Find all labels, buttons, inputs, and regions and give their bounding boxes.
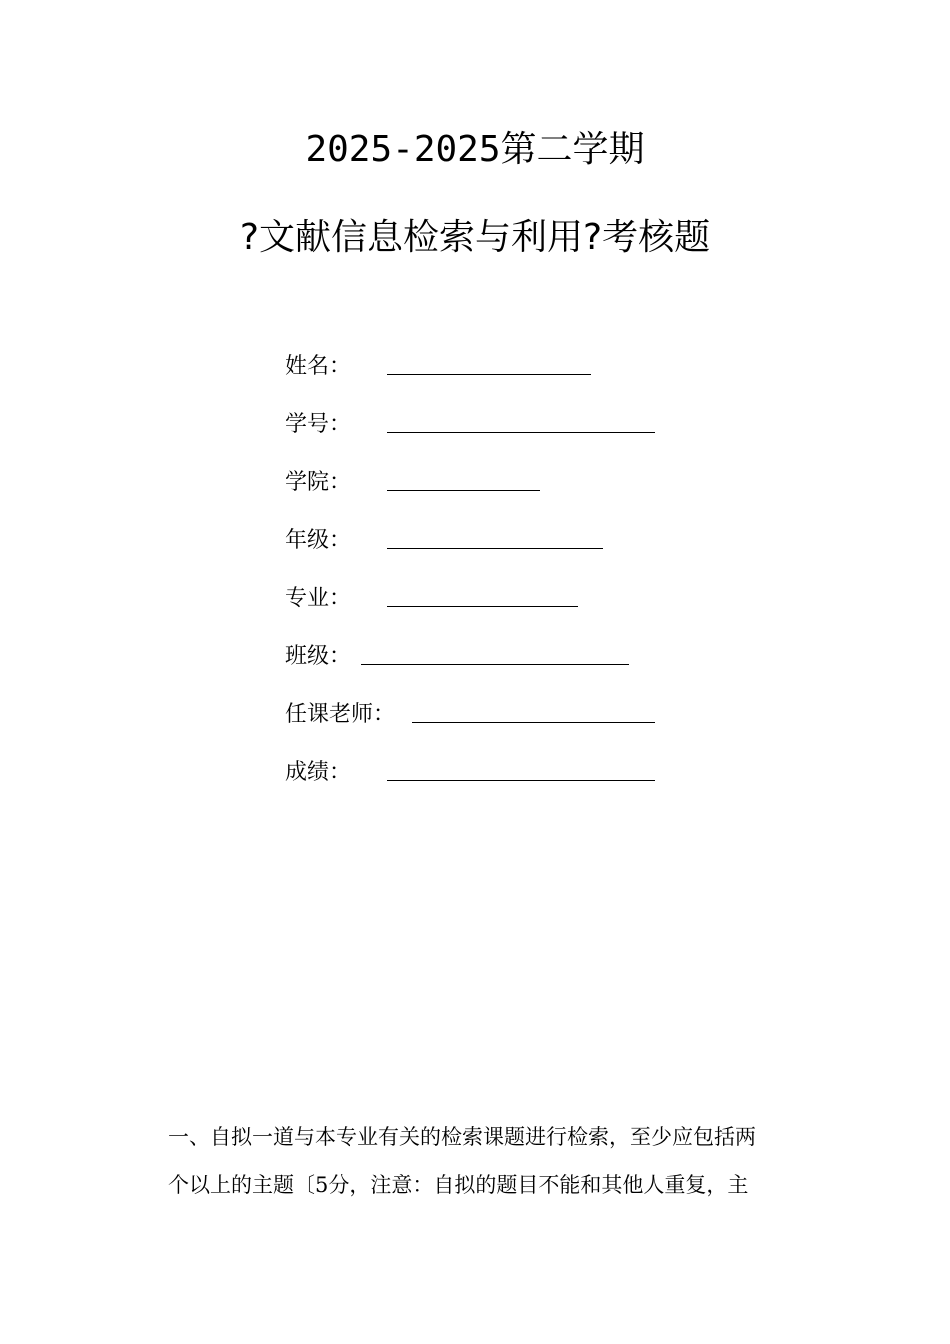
score-label: 成绩： [285,760,352,785]
name-label: 姓名： [285,354,352,379]
page-title-exam: ?文献信息检索与利用?考核题 [239,217,711,258]
class-label: 班级： [285,644,352,669]
grade-label: 年级： [285,528,352,553]
question-text-line-2: 个以上的主题〔5分，注意：自拟的题目不能和其他人重复，主 [168,1173,749,1197]
major-blank-line[interactable] [387,606,578,607]
grade-blank-line[interactable] [387,548,603,549]
student-id-label: 学号： [285,412,352,437]
teacher-blank-line[interactable] [412,722,655,723]
college-label: 学院： [285,470,352,495]
college-blank-line[interactable] [387,490,540,491]
student-id-blank-line[interactable] [387,432,655,433]
class-blank-line[interactable] [361,664,629,665]
name-blank-line[interactable] [387,374,591,375]
teacher-label: 任课老师： [285,702,396,727]
score-blank-line[interactable] [387,780,655,781]
page-title-term: 2025-2025第二学期 [305,129,645,170]
major-label: 专业： [285,586,352,611]
question-text-line-1: 一、自拟一道与本专业有关的检索课题进行检索，至少应包括两 [168,1125,756,1149]
